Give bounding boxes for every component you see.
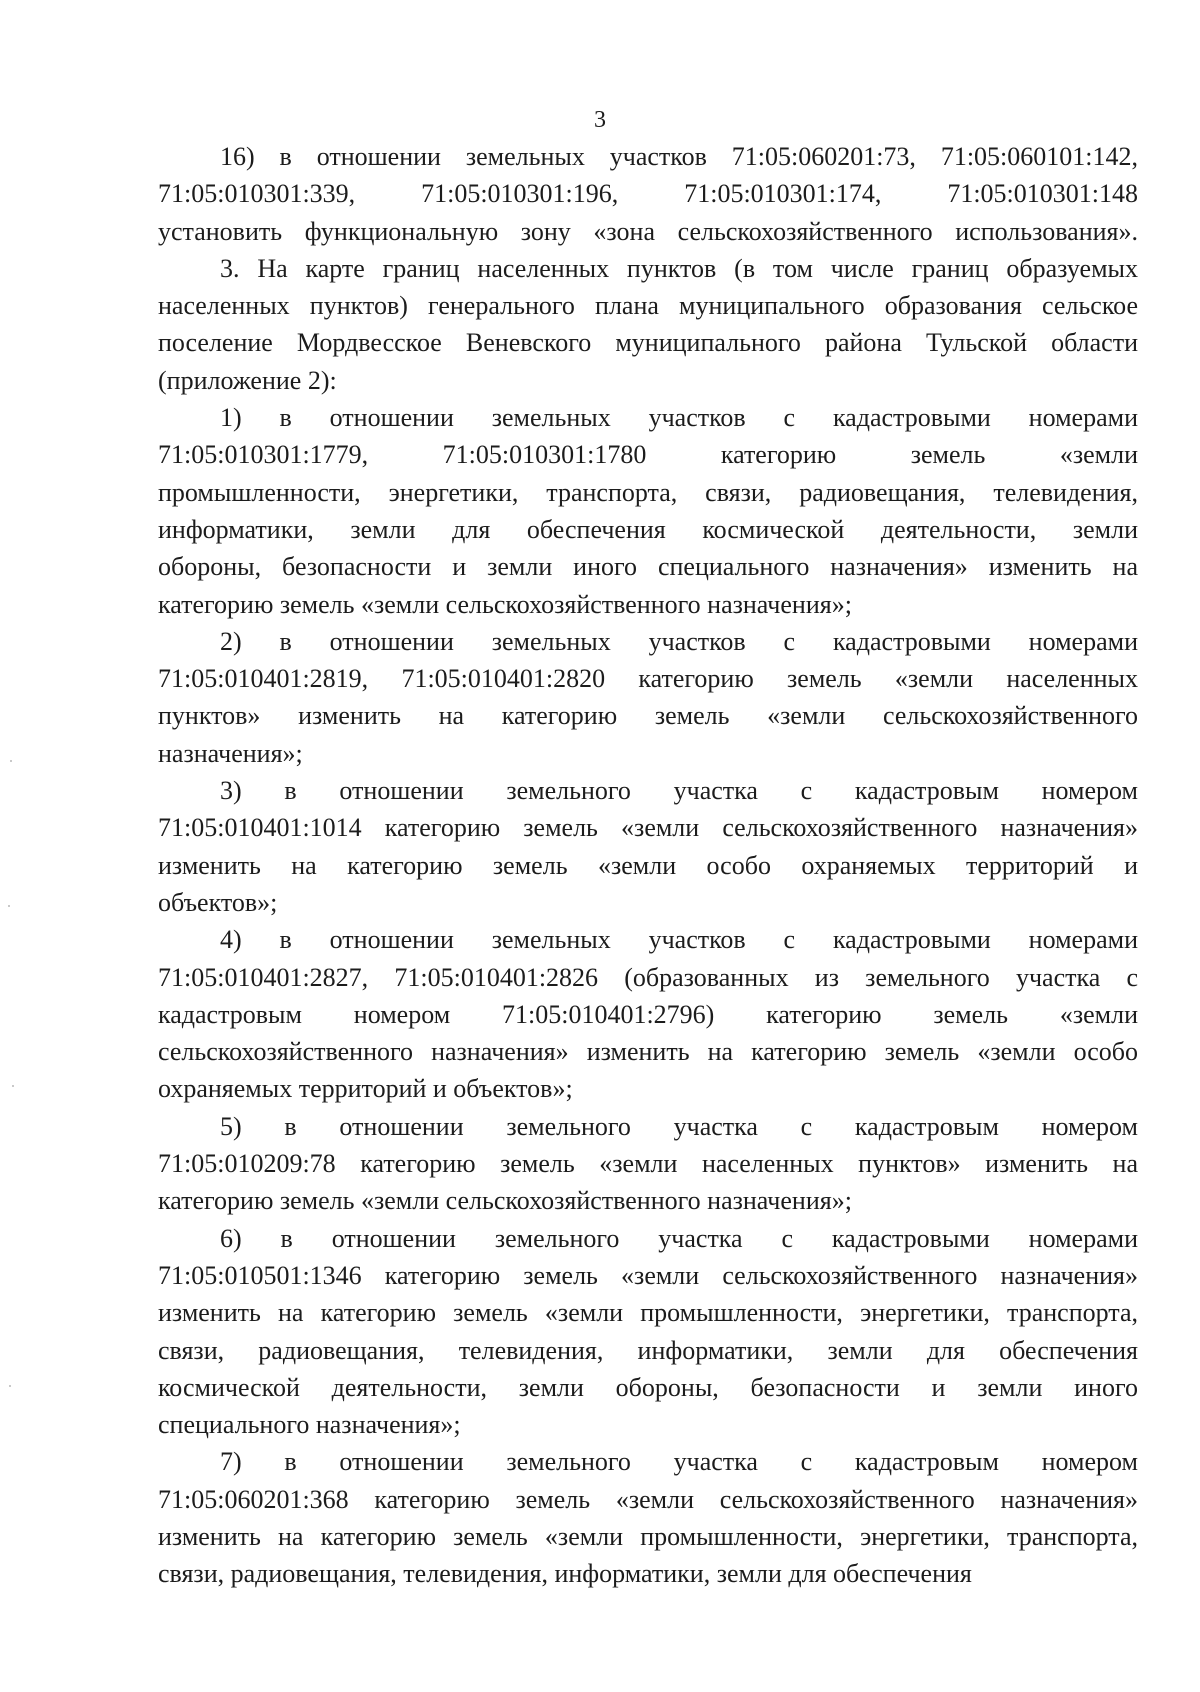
text-line: (приложение 2):	[158, 365, 337, 395]
text-line: 3. На карте границ населенных пунктов (в том числе границ образуемых	[220, 253, 1138, 283]
text-line: 71:05:010301:339, 71:05:010301:196, 71:05:010301:174, 71:05:010301:148	[158, 179, 1138, 209]
text-line: изменить на категорию земель «земли промышленности, энергетики, транспорта,	[158, 1298, 1138, 1328]
text-line: связи, радиовещания, телевидения, информатики, земли для обеспечения	[158, 1559, 972, 1589]
text-line: 6) в отношении земельного участка с кадастровыми номерами	[220, 1223, 1138, 1253]
text-line: 5) в отношении земельного участка с кадастровым номером	[220, 1111, 1138, 1141]
text-line: 16) в отношении земельных участков 71:05:060201:73, 71:05:060101:142,	[220, 142, 1138, 171]
paragraph-i4	[158, 921, 1138, 1107]
paragraph-i1	[158, 399, 1138, 623]
text-line: категорию земель «земли сельскохозяйственного назначения»;	[158, 589, 852, 619]
text-line: 4) в отношении земельных участков с кадастровыми номерами	[220, 925, 1138, 955]
text-line: изменить на категорию земель «земли особо охраняемых территорий и	[158, 850, 1138, 880]
text-line: 71:05:010301:1779, 71:05:010301:1780 категорию земель «земли	[158, 440, 1138, 470]
scan-speck	[10, 760, 12, 762]
page-number: 3	[594, 107, 606, 133]
paragraph-p16	[158, 138, 1138, 250]
text-line: 71:05:010209:78 категорию земель «земли населенных пунктов» изменить на	[158, 1149, 1138, 1179]
text-line: 71:05:010401:1014 категорию земель «земли сельскохозяйственного назначения»	[158, 813, 1138, 843]
text-line: населенных пунктов) генерального плана муниципального образования сельское	[158, 291, 1138, 321]
text-line: 71:05:010401:2819, 71:05:010401:2820 категорию земель «земли населенных	[158, 664, 1138, 694]
paragraph-i5	[158, 1108, 1138, 1220]
scan-speck	[9, 1385, 11, 1387]
paragraph-i2	[158, 623, 1138, 772]
paragraph-i7	[158, 1443, 1138, 1592]
text-line: категорию земель «земли сельскохозяйственного назначения»;	[158, 1186, 852, 1216]
document-body	[158, 138, 1138, 1593]
text-line: установить функциональную зону «зона сельскохозяйственного использования».	[158, 216, 1138, 246]
text-line: сельскохозяйственного назначения» изменить на категорию земель «земли особо	[158, 1037, 1138, 1067]
text-line: назначения»;	[158, 738, 303, 768]
text-line: поселение Мордвесское Веневского муниципального района Тульской области	[158, 328, 1138, 358]
paragraph-i6	[158, 1220, 1138, 1444]
text-line: охраняемых территорий и объектов»;	[158, 1074, 573, 1104]
text-line: 2) в отношении земельных участков с кадастровыми номерами	[220, 626, 1138, 656]
text-line: кадастровым номером 71:05:010401:2796) категорию земель «земли	[158, 999, 1138, 1029]
paragraph-s3	[158, 250, 1138, 399]
scan-speck	[8, 905, 10, 907]
text-line: обороны, безопасности и земли иного специального назначения» изменить на	[158, 552, 1138, 582]
text-line: пунктов» изменить на категорию земель «земли сельскохозяйственного	[158, 701, 1138, 731]
text-line: объектов»;	[158, 887, 278, 917]
scan-speck	[12, 1085, 14, 1087]
text-line: специального назначения»;	[158, 1410, 461, 1440]
text-line: 71:05:010501:1346 категорию земель «земли сельскохозяйственного назначения»	[158, 1260, 1138, 1290]
text-line: информатики, земли для обеспечения космической деятельности, земли	[158, 514, 1138, 544]
paragraph-i3	[158, 772, 1138, 921]
text-line: 1) в отношении земельных участков с кадастровыми номерами	[220, 403, 1138, 433]
text-line: изменить на категорию земель «земли промышленности, энергетики, транспорта,	[158, 1521, 1138, 1551]
text-line: 71:05:060201:368 категорию земель «земли сельскохозяйственного назначения»	[158, 1484, 1138, 1514]
text-line: 71:05:010401:2827, 71:05:010401:2826 (образованных из земельного участка с	[158, 962, 1138, 992]
text-line: 3) в отношении земельного участка с кадастровым номером	[220, 776, 1138, 806]
text-line: промышленности, энергетики, транспорта, связи, радиовещания, телевидения,	[158, 477, 1138, 507]
text-line: связи, радиовещания, телевидения, информатики, земли для обеспечения	[158, 1335, 1138, 1365]
text-line: космической деятельности, земли обороны, безопасности и земли иного	[158, 1372, 1138, 1402]
text-line: 7) в отношении земельного участка с кадастровым номером	[220, 1447, 1138, 1477]
